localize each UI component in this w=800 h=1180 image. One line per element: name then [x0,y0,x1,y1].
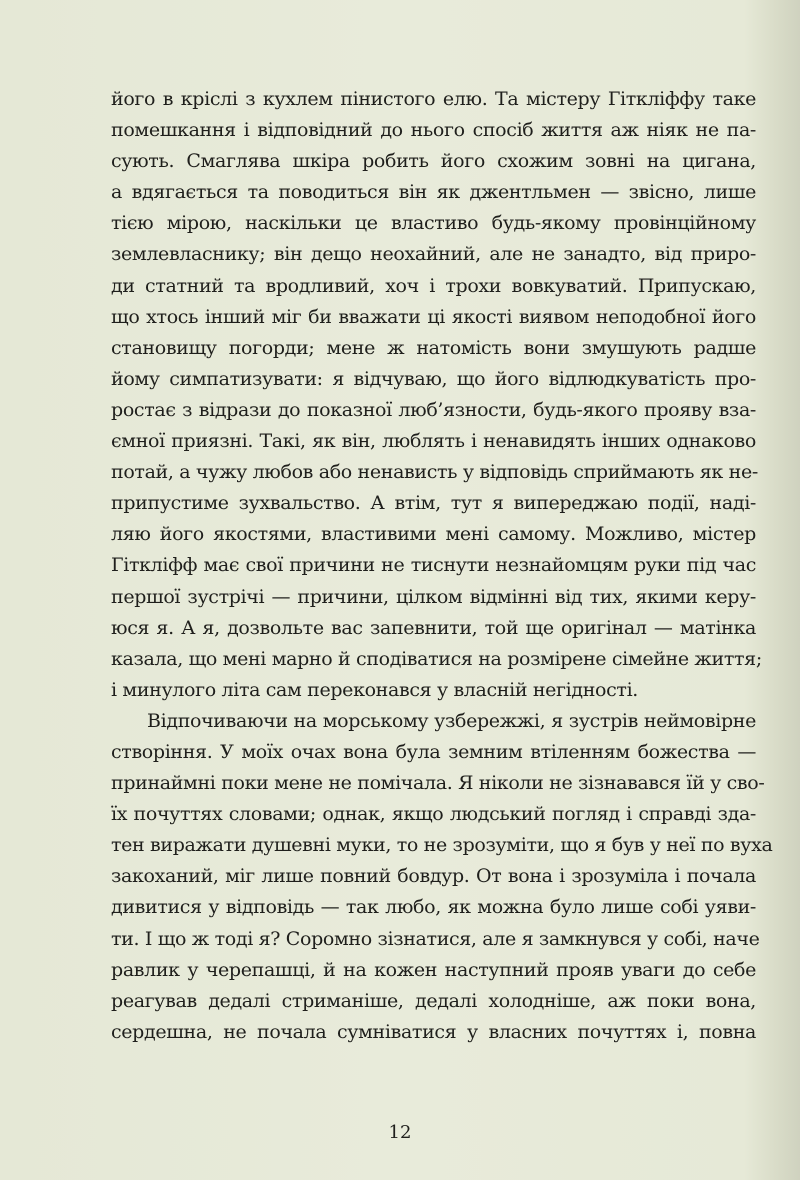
text-line: землевласнику; він дещо неохайний, але не занадто, від приро- [111,243,756,266]
page-number: 12 [388,1122,412,1143]
text-line: Гіткліфф має свої причини не тиснути незнайомцям руки під час [111,554,756,577]
text-line: ємної приязні. Такі, як він, люблять і ненавидять інших однаково [111,430,756,453]
text-line: створіння. У моїх очах вона була земним втіленням божества — [111,740,756,763]
text-line: принаймні поки мене не помічала. Я ніколи не зізнавався їй у сво- [111,772,765,795]
text-line: казала, що мені марно й сподіватися на розмірене сімейне життя; [111,647,762,670]
text-line: сердешна, не почала сумніватися у власних почуттях і, повна [111,1020,756,1043]
text-line: ти. І що ж тоді я? Соромно зізнатися, але я замкнувся у собі, наче [111,927,760,950]
text-line: першої зустрічі — причини, цілком відмінні від тих, якими керу- [111,585,756,608]
text-line: становищу погорди; мене ж натомість вони змушують радше [111,336,756,359]
text-line: тен виражати душевні муки, то не зрозуміти, що я був у неї по вуха [111,834,773,857]
text-line: припустиме зухвальство. А втім, тут я випереджаю події, наді- [111,492,756,515]
text-line: закоханий, міг лише повний бовдур. От вона і зрозуміла і почала [111,865,756,888]
text-line: ди статний та вродливий, хоч і трохи вовкуватий. Припускаю, [111,274,756,297]
text-line: тією мірою, наскільки це властиво будь-якому провінційному [111,212,756,235]
text-line: ляю його якостями, властивими мені самому. Можливо, містер [111,523,756,546]
text-line: і минулого літа сам переконався у власній негідності. [111,678,638,701]
text-line: помешкання і відповідний до нього спосіб життя аж ніяк не па- [111,119,756,142]
text-line: равлик у черепашці, й на кожен наступний прояв уваги до себе [111,958,756,981]
text-line: реагував дедалі стриманіше, дедалі холодніше, аж поки вона, [111,989,756,1012]
text-line: сують. Смаглява шкіра робить його схожим зовні на цигана, [111,150,756,173]
text-line: що хтось інший міг би вважати ці якості виявом неподобної його [111,305,756,328]
text-line: а вдягається та поводиться він як джентльмен — звісно, лише [111,181,756,204]
text-line: ростає з відрази до показної люб’язности, будь-якого прояву вза- [111,398,756,421]
text-line: йому симпатизувати: я відчуваю, що його відлюдкуватість про- [111,367,756,390]
text-line: потай, а чужу любов або ненависть у відповідь сприймають як не- [111,461,758,484]
text-line: юся я. А я, дозвольте вас запевнити, той ще оригінал — матінка [111,616,756,639]
text-line: дивитися у відповідь — так любо, як можна було лише собі уяви- [111,896,756,919]
body-text [111,84,773,1048]
text-line: їх почуттях словами; однак, якщо людський погляд і справді зда- [111,803,756,826]
text-line: його в кріслі з кухлем пінистого елю. Та містеру Гіткліффу таке [111,88,756,110]
text-line: Відпочиваючи на морському узбережжі, я зустрів неймовірне [147,709,756,732]
